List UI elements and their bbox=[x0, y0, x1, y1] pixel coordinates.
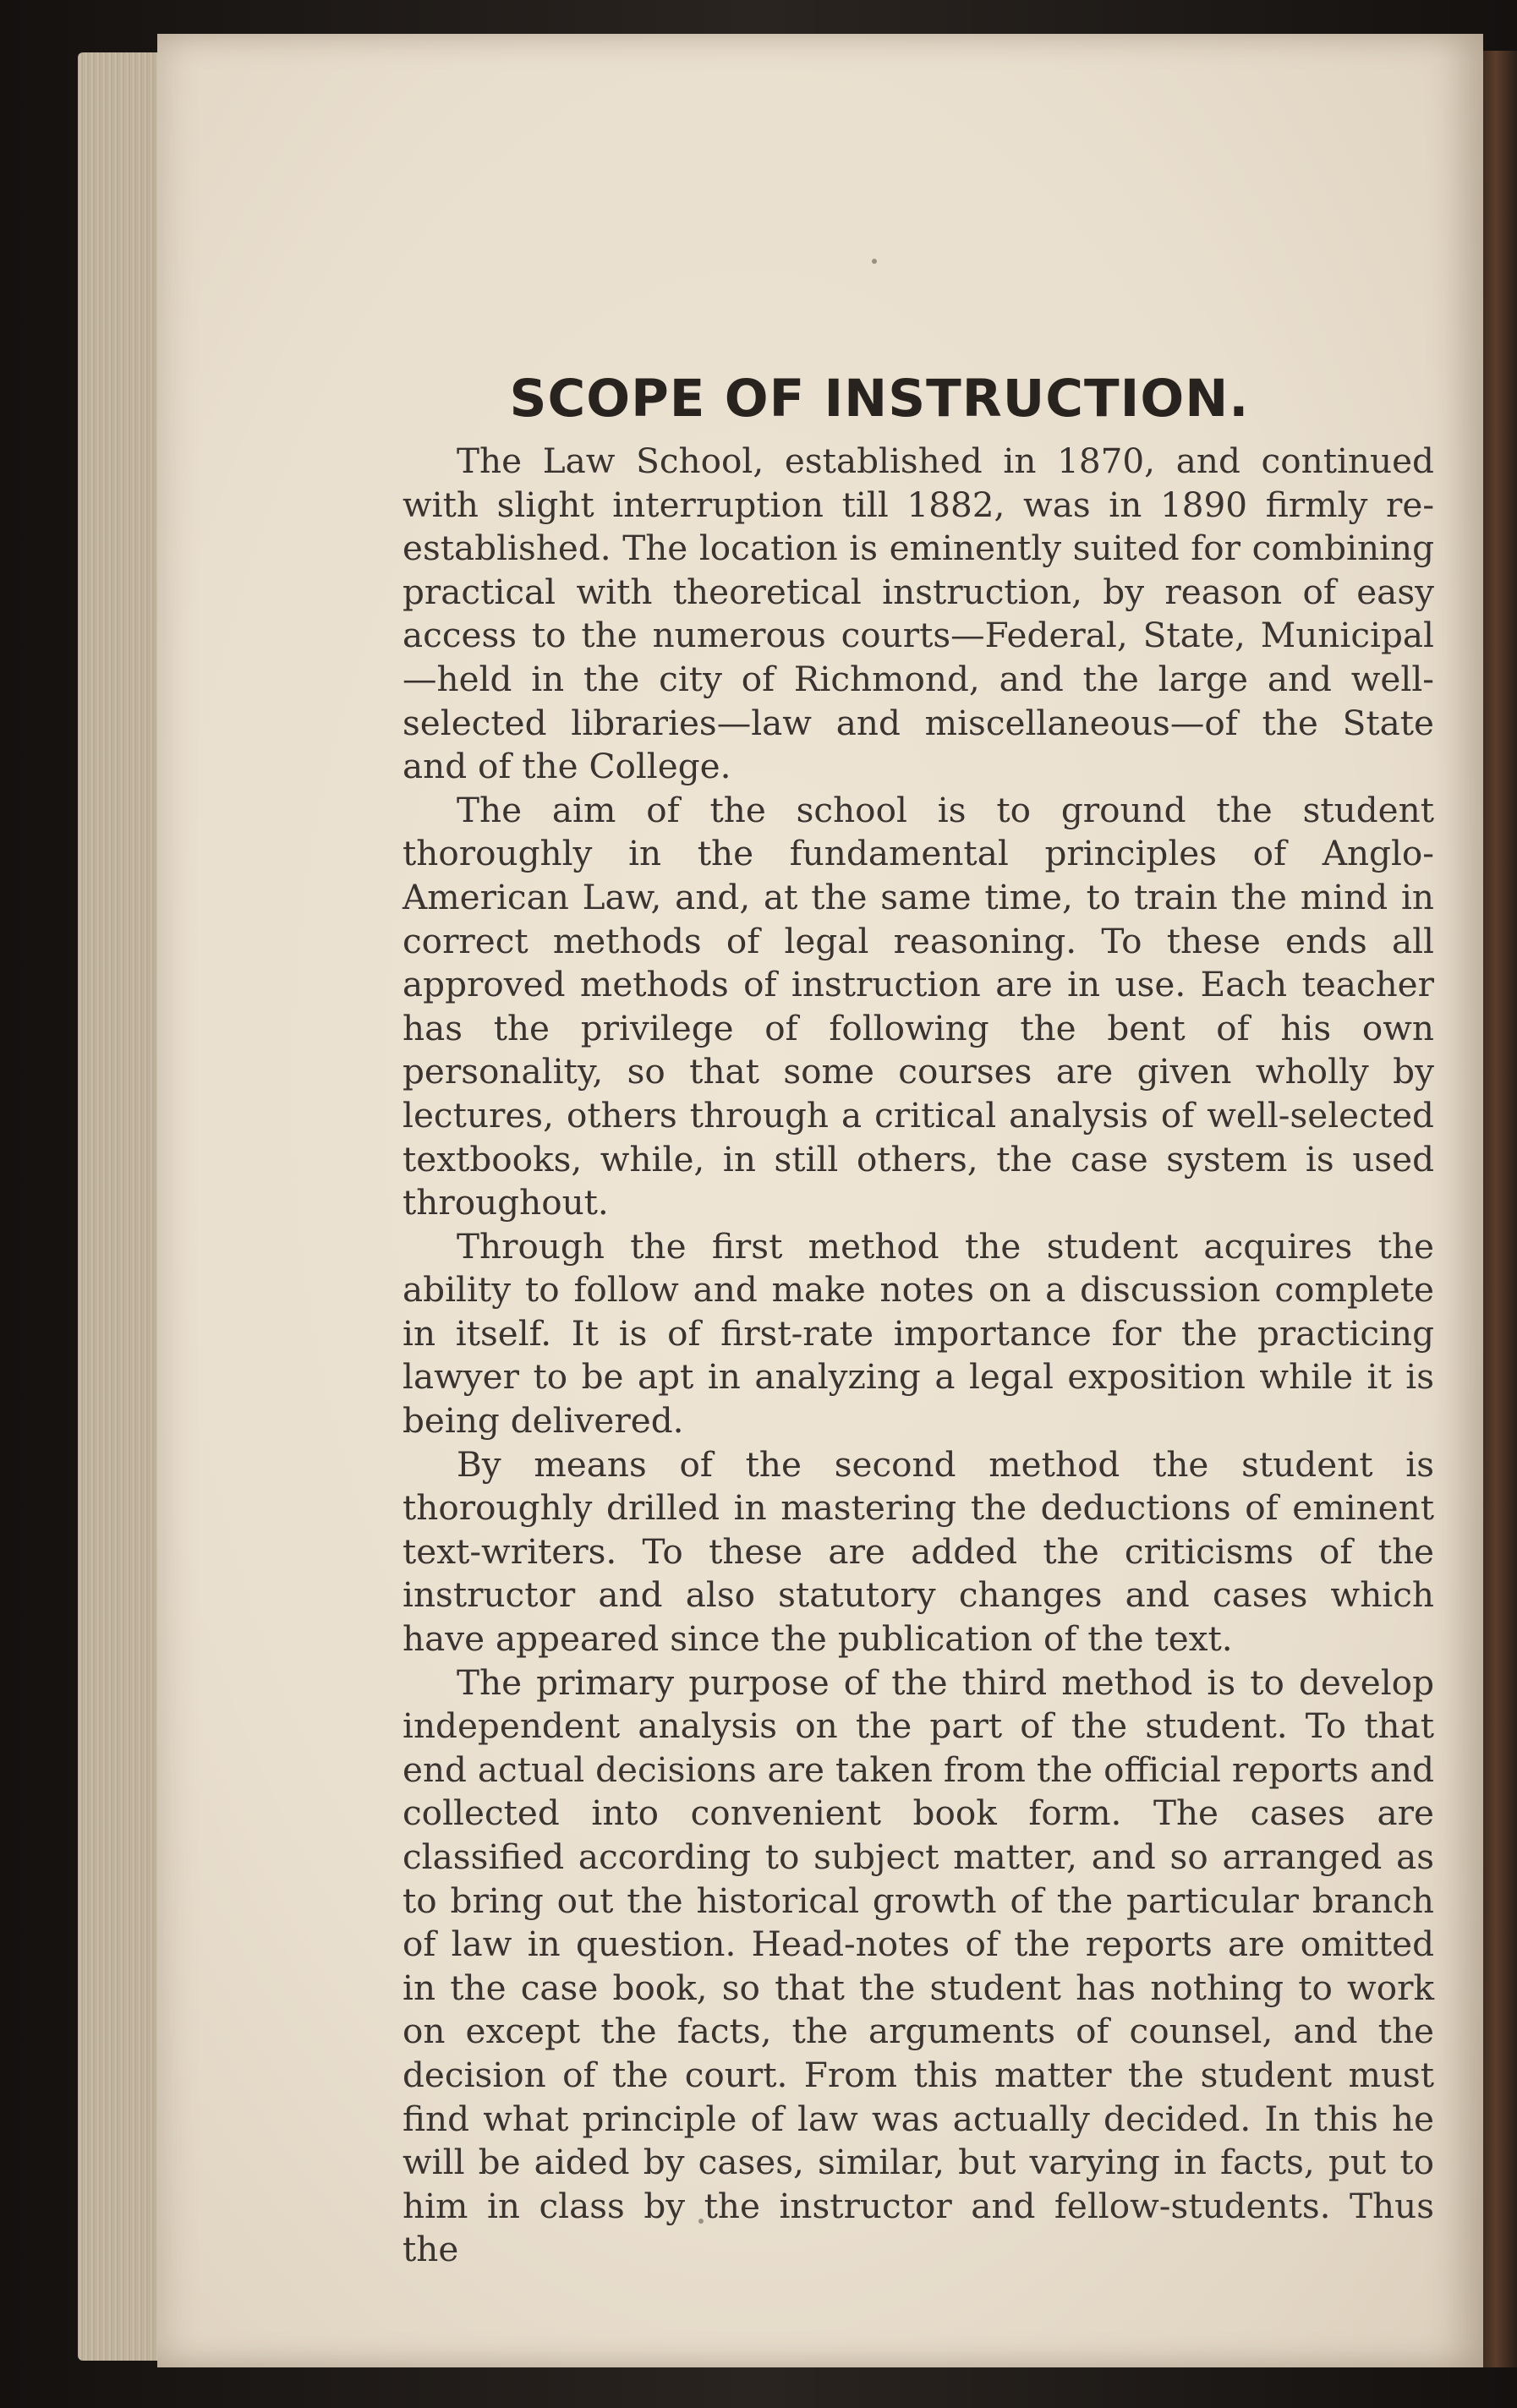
facing-page-edge bbox=[1481, 51, 1517, 2367]
paragraph-4: By means of the second method the student is thoroughly drilled in mastering the deductions of eminent text-writers. To these are added the criticisms of the instructor and also statutory changes and cases which have appeared since the publication of the text. bbox=[403, 1443, 1434, 1660]
paragraph-1: The Law School, established in 1870, and continued with slight interruption till 1882, was in 1890 firmly re-established. The location is eminently suited for combining practical with theoretical instruction, by reason of easy access to the numerous courts—Federal, State, Municipal—held in the city of Richmond, and the large and well-selected libraries—law and miscellaneous—of the State and of the College. bbox=[403, 441, 1434, 787]
paragraph-5: The primary purpose of the third method is to develop independent analysis on the part of the student. To that end actual decisions are taken from the official reports and collected into convenient book form. The cases are classified according to subject matter, and so arranged as to bring out the historical growth of the particular branch of law in question. Head-notes of the reports are omitted in the case book, so that the student has nothing to work on except the facts, the arguments of counsel, and the decision of the court. From this matter the student must find what principle of law was actually decided. In this he will be aided by cases, similar, but varying in facts, put to him in class by the instructor and fellow-students. Thus the bbox=[403, 1661, 1434, 2270]
paragraph-3: Through the first method the student acquires the ability to follow and make notes on a discussion complete in itself. It is of first-rate importance for the practicing lawyer to be apt in analyzing a legal exposition while it is being delivered. bbox=[403, 1225, 1434, 1442]
paragraph-2: The aim of the school is to ground the student thoroughly in the fundamental principles of Anglo-American Law, and, at the same time, to train the mind in correct methods of legal reasoning. To these ends all approved methods of instruction are in use. Each teacher has the privilege of following the bent of his own personality, so that some courses are given wholly by lectures, others through a critical analysis of well-selected textbooks, while, in still others, the case system is used throughout. bbox=[403, 789, 1434, 1223]
page-heading: SCOPE OF INSTRUCTION. bbox=[509, 369, 1250, 429]
paper-speck bbox=[872, 259, 877, 264]
body-text bbox=[403, 440, 1434, 2272]
